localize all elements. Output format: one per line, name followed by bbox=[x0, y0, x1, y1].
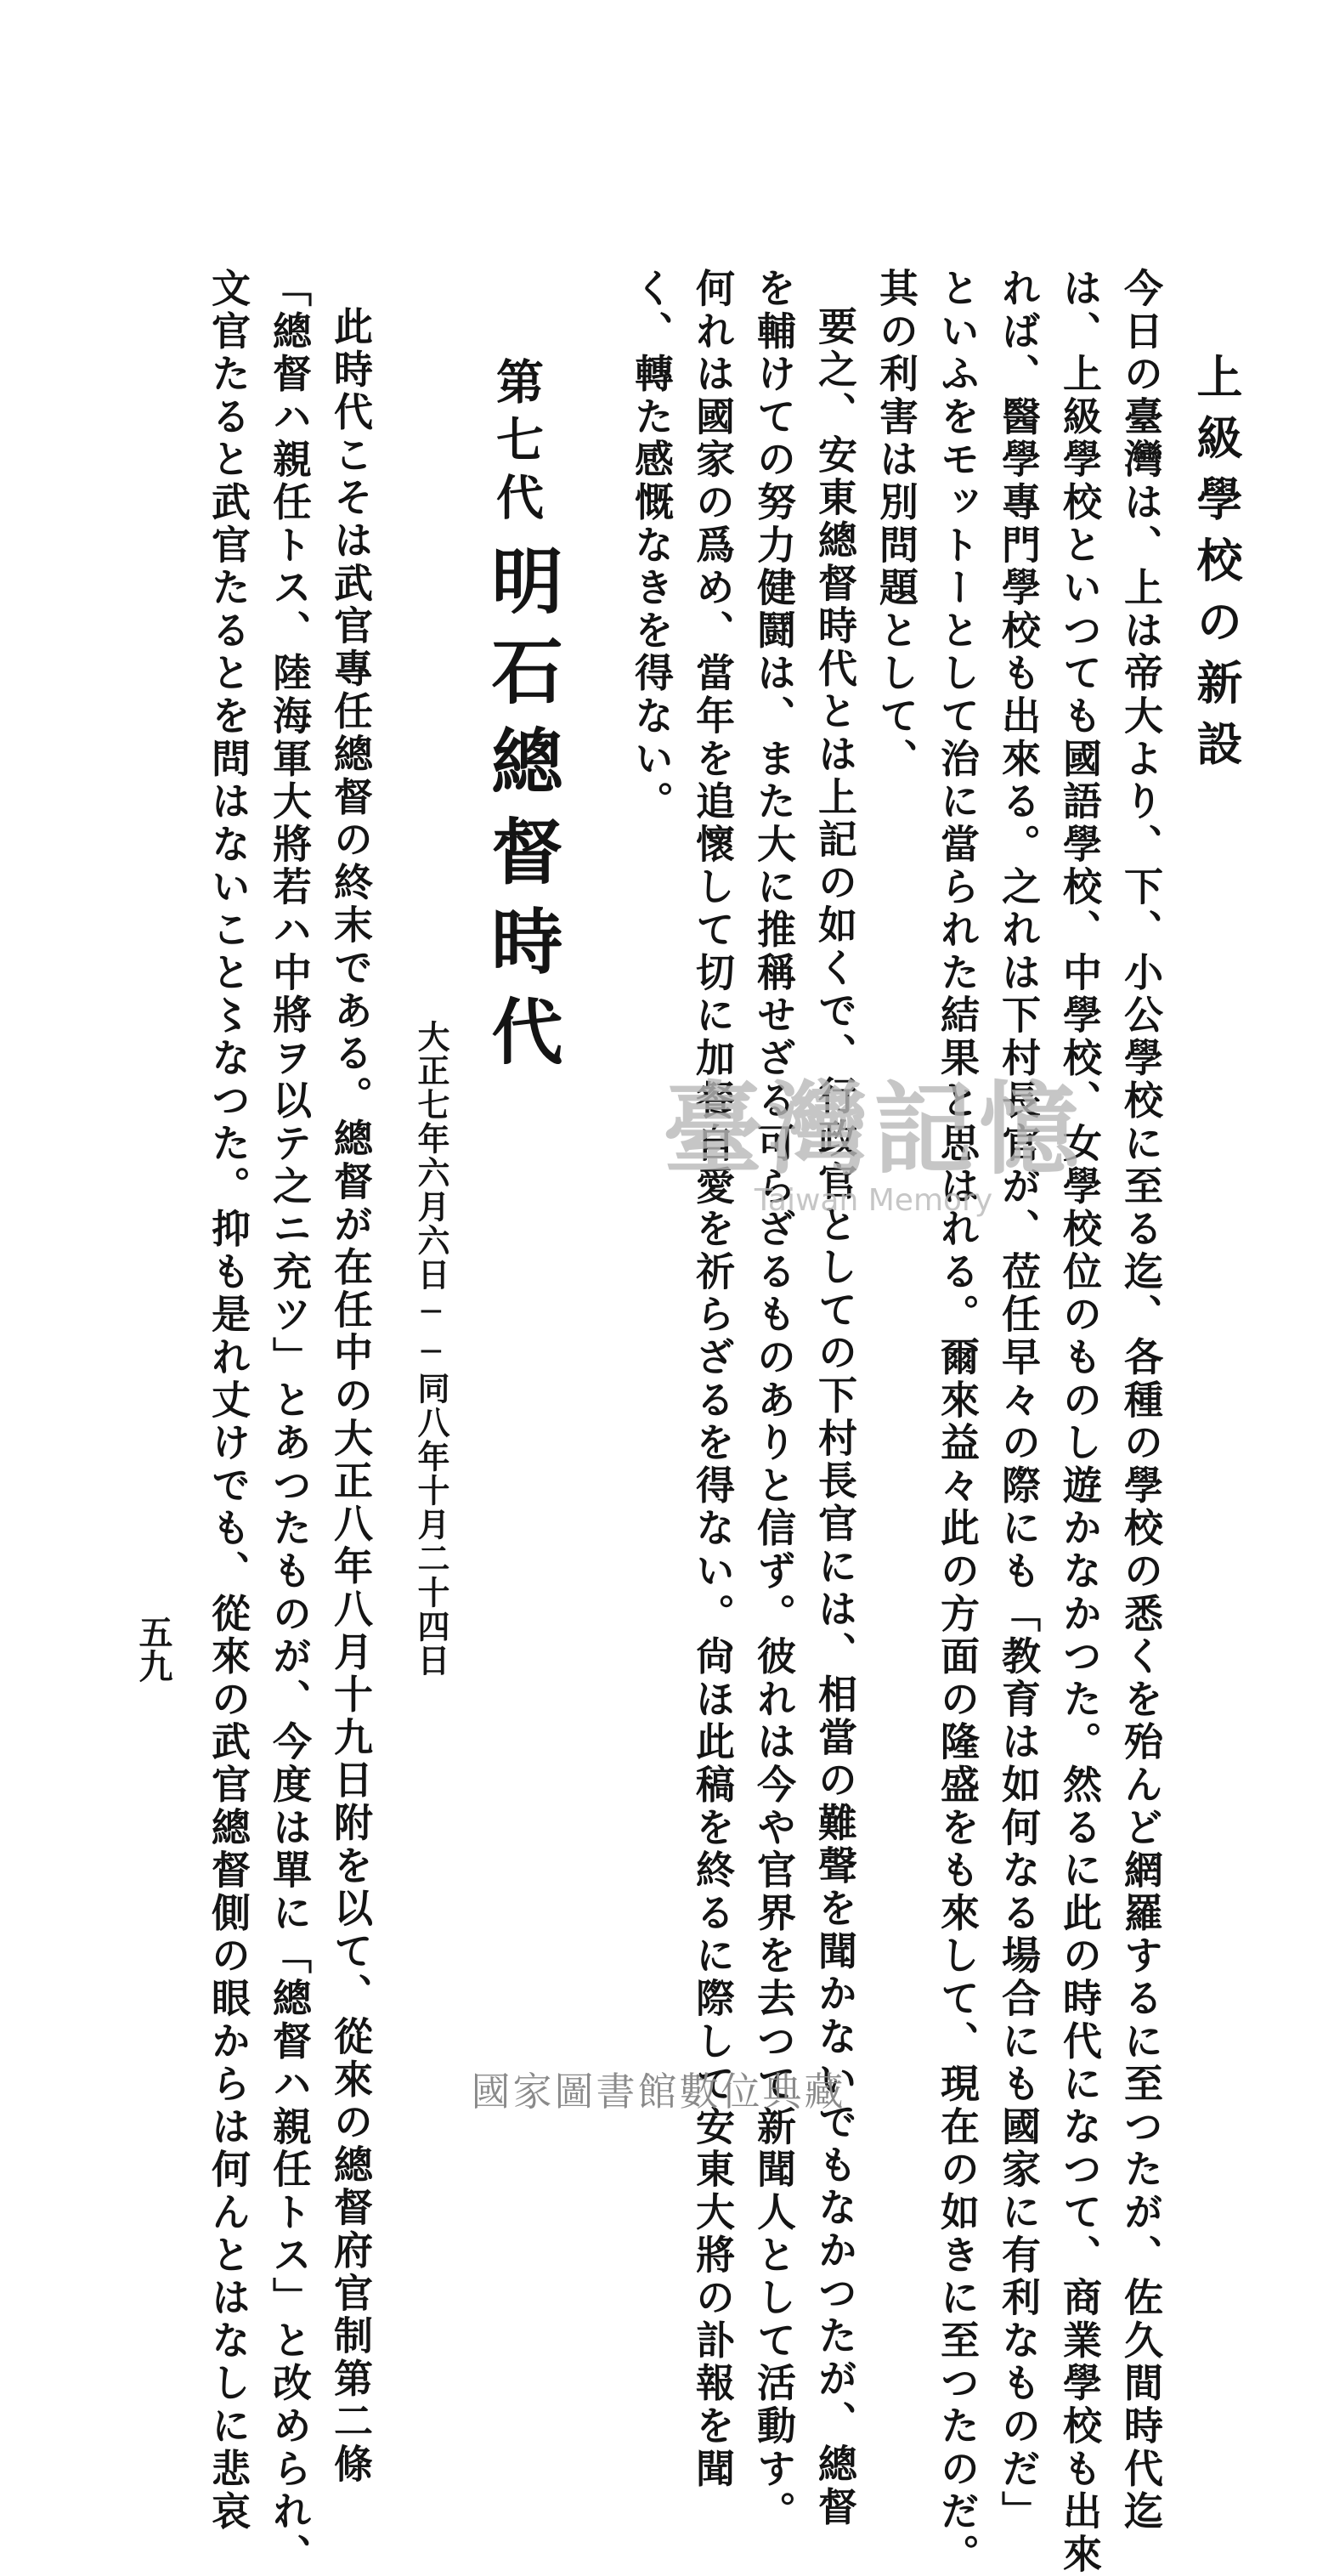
watermark-subtitle: Taiwan Memory bbox=[754, 1183, 993, 1218]
paragraph-2-line-3: 何れは國家の爲め、當年を追懷して切に加餐自愛を祈らざるを得ない。尙ほ此稿を終るに際して安東大將の訃報を聞 bbox=[690, 268, 736, 2491]
paragraph-1-line-2: は、上級學校といつても國語學校、中學校、女學校位のものし遊かなかつた。然るに此の時代になつて、商業學校も出來 bbox=[1057, 268, 1103, 2576]
page-number: 五九 bbox=[133, 1615, 173, 1683]
chapter-number: 第七代 bbox=[489, 357, 545, 530]
paragraph-1-line-4: といふをモットーとして治に當られた結果と思はれる。爾來益々此の方面の隆盛をも來して、現在の如きに至つたのだ。 bbox=[935, 268, 981, 2576]
footer-caption: 國家圖書館數位典藏 bbox=[471, 2069, 846, 2115]
watermark-logo-text: 臺灣記憶 bbox=[663, 1070, 1085, 1188]
paragraph-3-line-1: 此時代こそは武官專任總督の終末である。總督が在任中の大正八年八月十九日附を以て、從來の總督府官制第二條 bbox=[328, 306, 374, 2487]
paragraph-1-line-1: 今日の臺灣は、上は帝大より、下、小公學校に至る迄、各種の學校の悉くを殆んど網羅するに至つたが、佐久間時代迄 bbox=[1118, 268, 1164, 2534]
paragraph-1-line-5: 其の利害は別問題として、 bbox=[873, 268, 919, 781]
paragraph-2-line-2: を輔けての努力健鬪は、また大に推稱せざる可らざるものありと信ず。彼れは今や官界を去つて新聞人として活動す。 bbox=[751, 268, 797, 2534]
chapter-dates: 大正七年六月六日──同八年十月二十四日 bbox=[412, 1020, 450, 1678]
section-heading: 上級學校の新設 bbox=[1190, 353, 1244, 781]
paragraph-2-line-4: く、轉た感慨なきを得ない。 bbox=[629, 268, 675, 824]
paragraph-3-line-3: 文官たると武官たるとを問はないこと〻なつた。抑も是れ丈けでも、從來の武官總督側の眼からは何んとはなしに悲哀 bbox=[206, 268, 252, 2534]
paragraph-3-line-2: 「總督ハ親任トス、陸海軍大將若ハ中將ヲ以テ之ニ充ツ」とあつたものが、今度は單に「總督ハ親任トス」と改められ、 bbox=[267, 268, 313, 2576]
chapter-title: 明石總督時代 bbox=[480, 544, 564, 1084]
paragraph-2-line-1: 要之、安東總督時代とは上記の如くで、行政官としての下村長官には、相當の難聲を聞かないでもなかつたが、總督 bbox=[812, 306, 858, 2529]
paragraph-1-line-3: れば、醫學專門學校も出來る。之れは下村長官が、莅任早々の際にも「教育は如何なる場合にも國家に有利なものだ」 bbox=[996, 268, 1042, 2534]
